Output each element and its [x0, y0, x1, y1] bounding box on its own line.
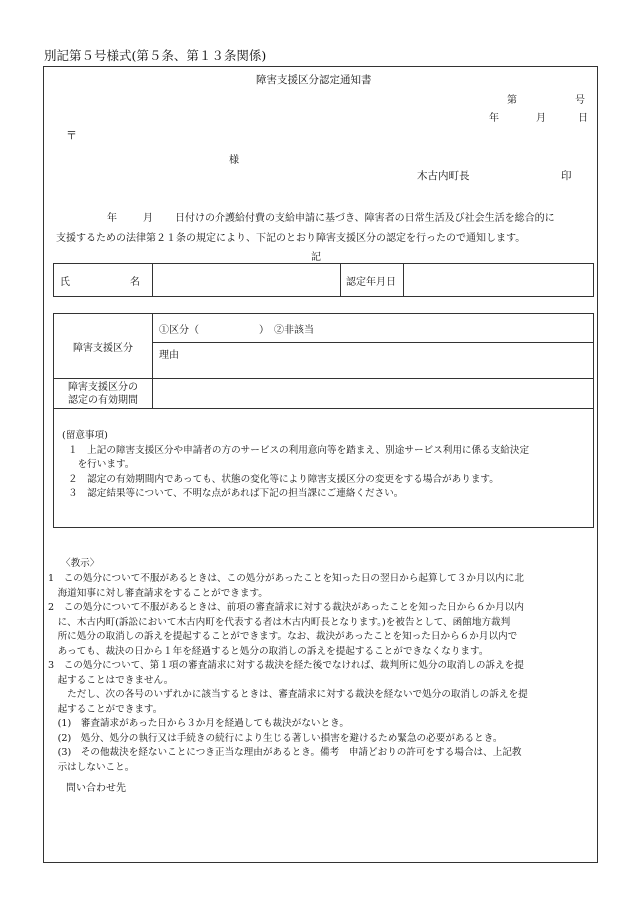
- instruction-line: ただし、次の各号のいずれかに該当するときは、審査請求に対する裁決を経ないで処分の取消しの訴えを提: [48, 689, 528, 700]
- info-table: [53, 263, 594, 297]
- instruction-line: (1) 審査請求があった日から３か月を経過しても裁決がないとき。: [48, 718, 349, 729]
- seal-mark: 印: [561, 170, 572, 182]
- notes-heading: (留意事項): [62, 430, 108, 441]
- ki-mark: 記: [311, 252, 321, 263]
- instruction-line: 海道知事に対し審査請求をすることができます。: [48, 587, 268, 599]
- notes-item: １ 上記の障害支援区分や申請者の方のサービスの利用意向等を踏まえ、別途サービス利用に係る支給決定: [68, 444, 530, 456]
- instruction-heading: 〈教示〉: [61, 558, 100, 569]
- instruction-line: 所に処分の取消しの訴えを提起することができます。なお、裁決があったことを知った日から６か月以内で: [48, 631, 518, 642]
- reason-label: 理由: [153, 343, 594, 379]
- body-year: 年: [107, 213, 117, 224]
- name-value: [153, 264, 341, 297]
- date-month: 月: [536, 113, 546, 124]
- instruction-line: 3 この処分について、第１項の審査請求に対する裁決を経た後でなければ、裁判所に処分の取消しの訴えを提: [48, 660, 524, 671]
- form-label: 別記第５号様式(第５条、第１３条関係): [44, 48, 267, 63]
- issuer-name: 木古内町長: [417, 170, 470, 182]
- body-line-2: 支援するための法律第２１条の規定により、下記のとおり障害支援区分の認定を行ったので通知します。: [56, 233, 526, 244]
- instruction-line: に、木古内町(訴訟において木古内町を代表する者は木古内町長となります。)を被告として、函館地方裁判: [48, 616, 511, 628]
- number-go: 号: [575, 95, 585, 106]
- instruction-line: 1 この処分について不服があるときは、この処分があったことを知った日の翌日から起算して３か月以内に北: [48, 573, 524, 584]
- body-month: 月: [143, 213, 153, 224]
- document-title: 障害支援区分認定通知書: [256, 74, 372, 86]
- classification-table: [53, 313, 594, 528]
- validity-label-2: 認定の有効期間: [68, 394, 138, 406]
- number-dai: 第: [507, 95, 517, 106]
- name-label: 氏 名: [54, 264, 153, 297]
- instruction-line: (3) その他裁決を経ないことにつき正当な理由があるとき。備考 申請どおりの許可をする場合は、上記教: [48, 747, 522, 758]
- instruction-line: 示はしないこと。: [48, 761, 135, 773]
- postal-mark: 〒: [66, 129, 77, 142]
- instruction-line: 起することができます。: [48, 703, 163, 715]
- validity-label: [54, 379, 153, 409]
- class-option: ①区分（ ） ②非該当: [153, 314, 594, 343]
- instruction-body: [48, 572, 528, 775]
- instruction-line: 起することはできません。: [48, 674, 174, 686]
- notes-item: ３ 認定結果等について、不明な点があれば下記の担当課にご連絡ください。: [68, 488, 404, 499]
- date-year: 年: [489, 113, 499, 124]
- instruction-line: (2) 処分、処分の執行又は手続きの続行により生じる著しい損害を避けるため緊急の必要があるとき。: [48, 732, 503, 744]
- cert-date-label: 認定年月日: [341, 264, 404, 297]
- recipient-suffix: 様: [229, 155, 239, 166]
- notes-item: を行います。: [68, 459, 135, 470]
- cert-date-value: [404, 264, 594, 297]
- validity-label-1: 障害支援区分の: [68, 381, 138, 393]
- instruction-line: 2 この処分について不服があるときは、前項の審査請求に対する裁決があったことを知った日から６か月以内: [48, 602, 524, 613]
- contact-label: 問い合わせ先: [66, 783, 126, 794]
- body-line-1: 日付けの介護給付費の支給申請に基づき、障害者の日常生活及び社会生活を総合的に: [175, 213, 555, 224]
- instruction-line: あっても、裁決の日から１年を経過すると処分の取消しの訴えを提起することができなくなります。: [48, 645, 489, 657]
- validity-value: [153, 379, 594, 409]
- notes-item: ２ 認定の有効期間内であっても、状態の変化等により障害支援区分の変更をする場合があります。: [68, 473, 499, 485]
- notes-cell: [54, 409, 594, 528]
- class-label: 障害支援区分: [54, 314, 153, 379]
- date-day: 日: [578, 113, 588, 124]
